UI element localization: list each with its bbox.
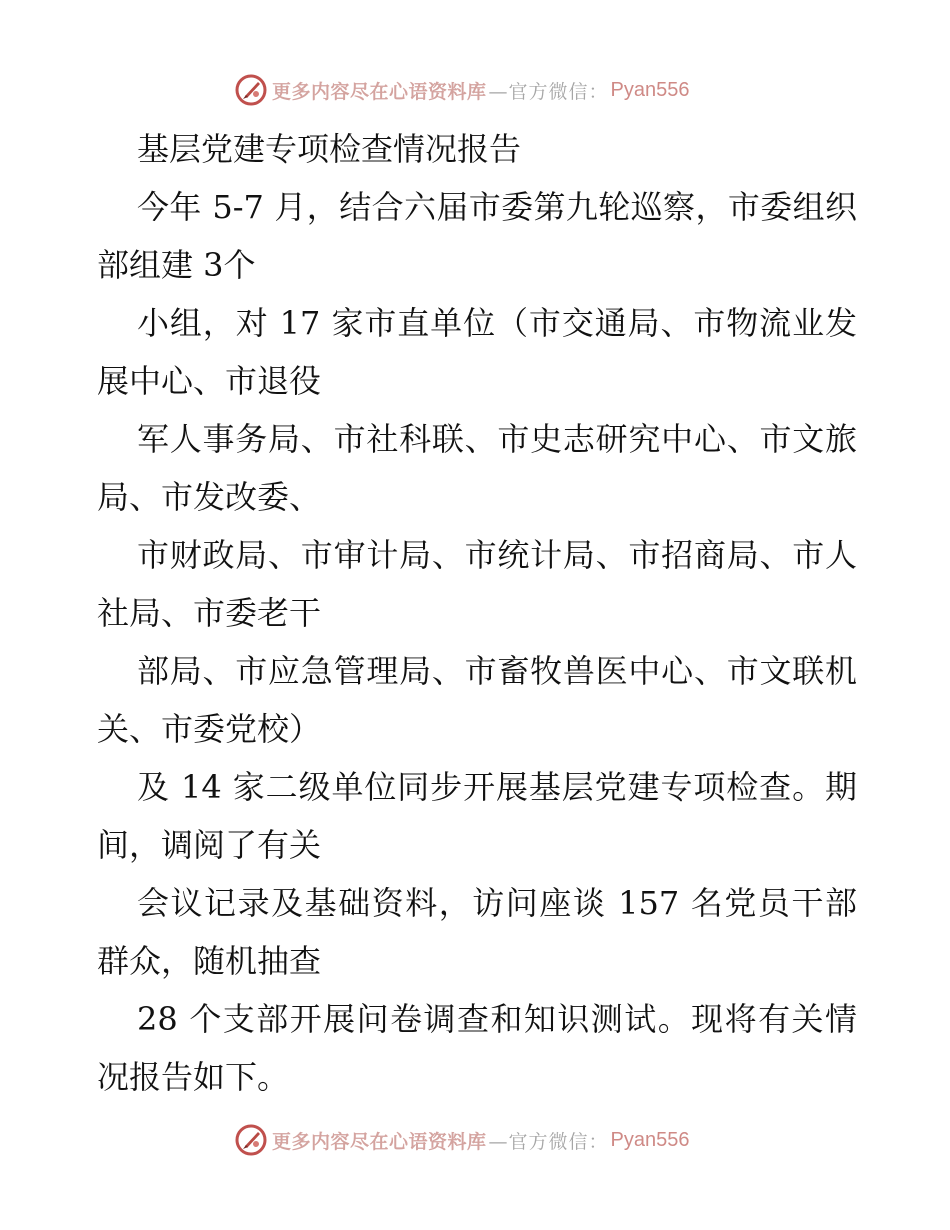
paragraph: 军人事务局、市社科联、市史志研究中心、市文旅局、市发改委、: [97, 420, 857, 516]
paragraph: 28 个支部开展问卷调查和知识测试。现将有关情况报告如下。: [97, 1000, 857, 1096]
paragraph: 及 14 家二级单位同步开展基层党建专项检查。期间，调阅了有关: [97, 768, 857, 864]
watermark-main-text: 更多内容尽在心语资料库: [272, 1130, 487, 1153]
watermark-banner-top: [234, 72, 714, 108]
paragraph: 小组，对 17 家市直单位（市交通局、市物流业发展中心、市退役: [97, 304, 857, 400]
stamp-logo-icon: [234, 1123, 268, 1157]
paragraph: 市财政局、市审计局、市统计局、市招商局、市人社局、市委老干: [97, 536, 857, 632]
paragraph: 部局、市应急管理局、市畜牧兽医中心、市文联机关、市委党校）: [97, 652, 857, 748]
watermark-wechat-id: Pyan556: [610, 78, 690, 101]
stamp-logo-icon: [234, 73, 268, 107]
watermark-wechat-id: Pyan556: [610, 1128, 690, 1151]
document-body: [97, 120, 857, 1106]
document-title: 基层党建专项检查情况报告: [137, 130, 522, 168]
watermark-main-text: 更多内容尽在心语资料库: [272, 80, 487, 103]
paragraph: 会议记录及基础资料，访问座谈 157 名党员干部群众，随机抽查: [97, 884, 857, 980]
paragraph: 今年 5-7 月，结合六届市委第九轮巡察，市委组织部组建 3个: [97, 188, 857, 284]
watermark-banner-bottom: [234, 1122, 714, 1158]
watermark-wechat-label: —官方微信：: [488, 80, 609, 103]
watermark-wechat-label: —官方微信：: [488, 1130, 609, 1153]
